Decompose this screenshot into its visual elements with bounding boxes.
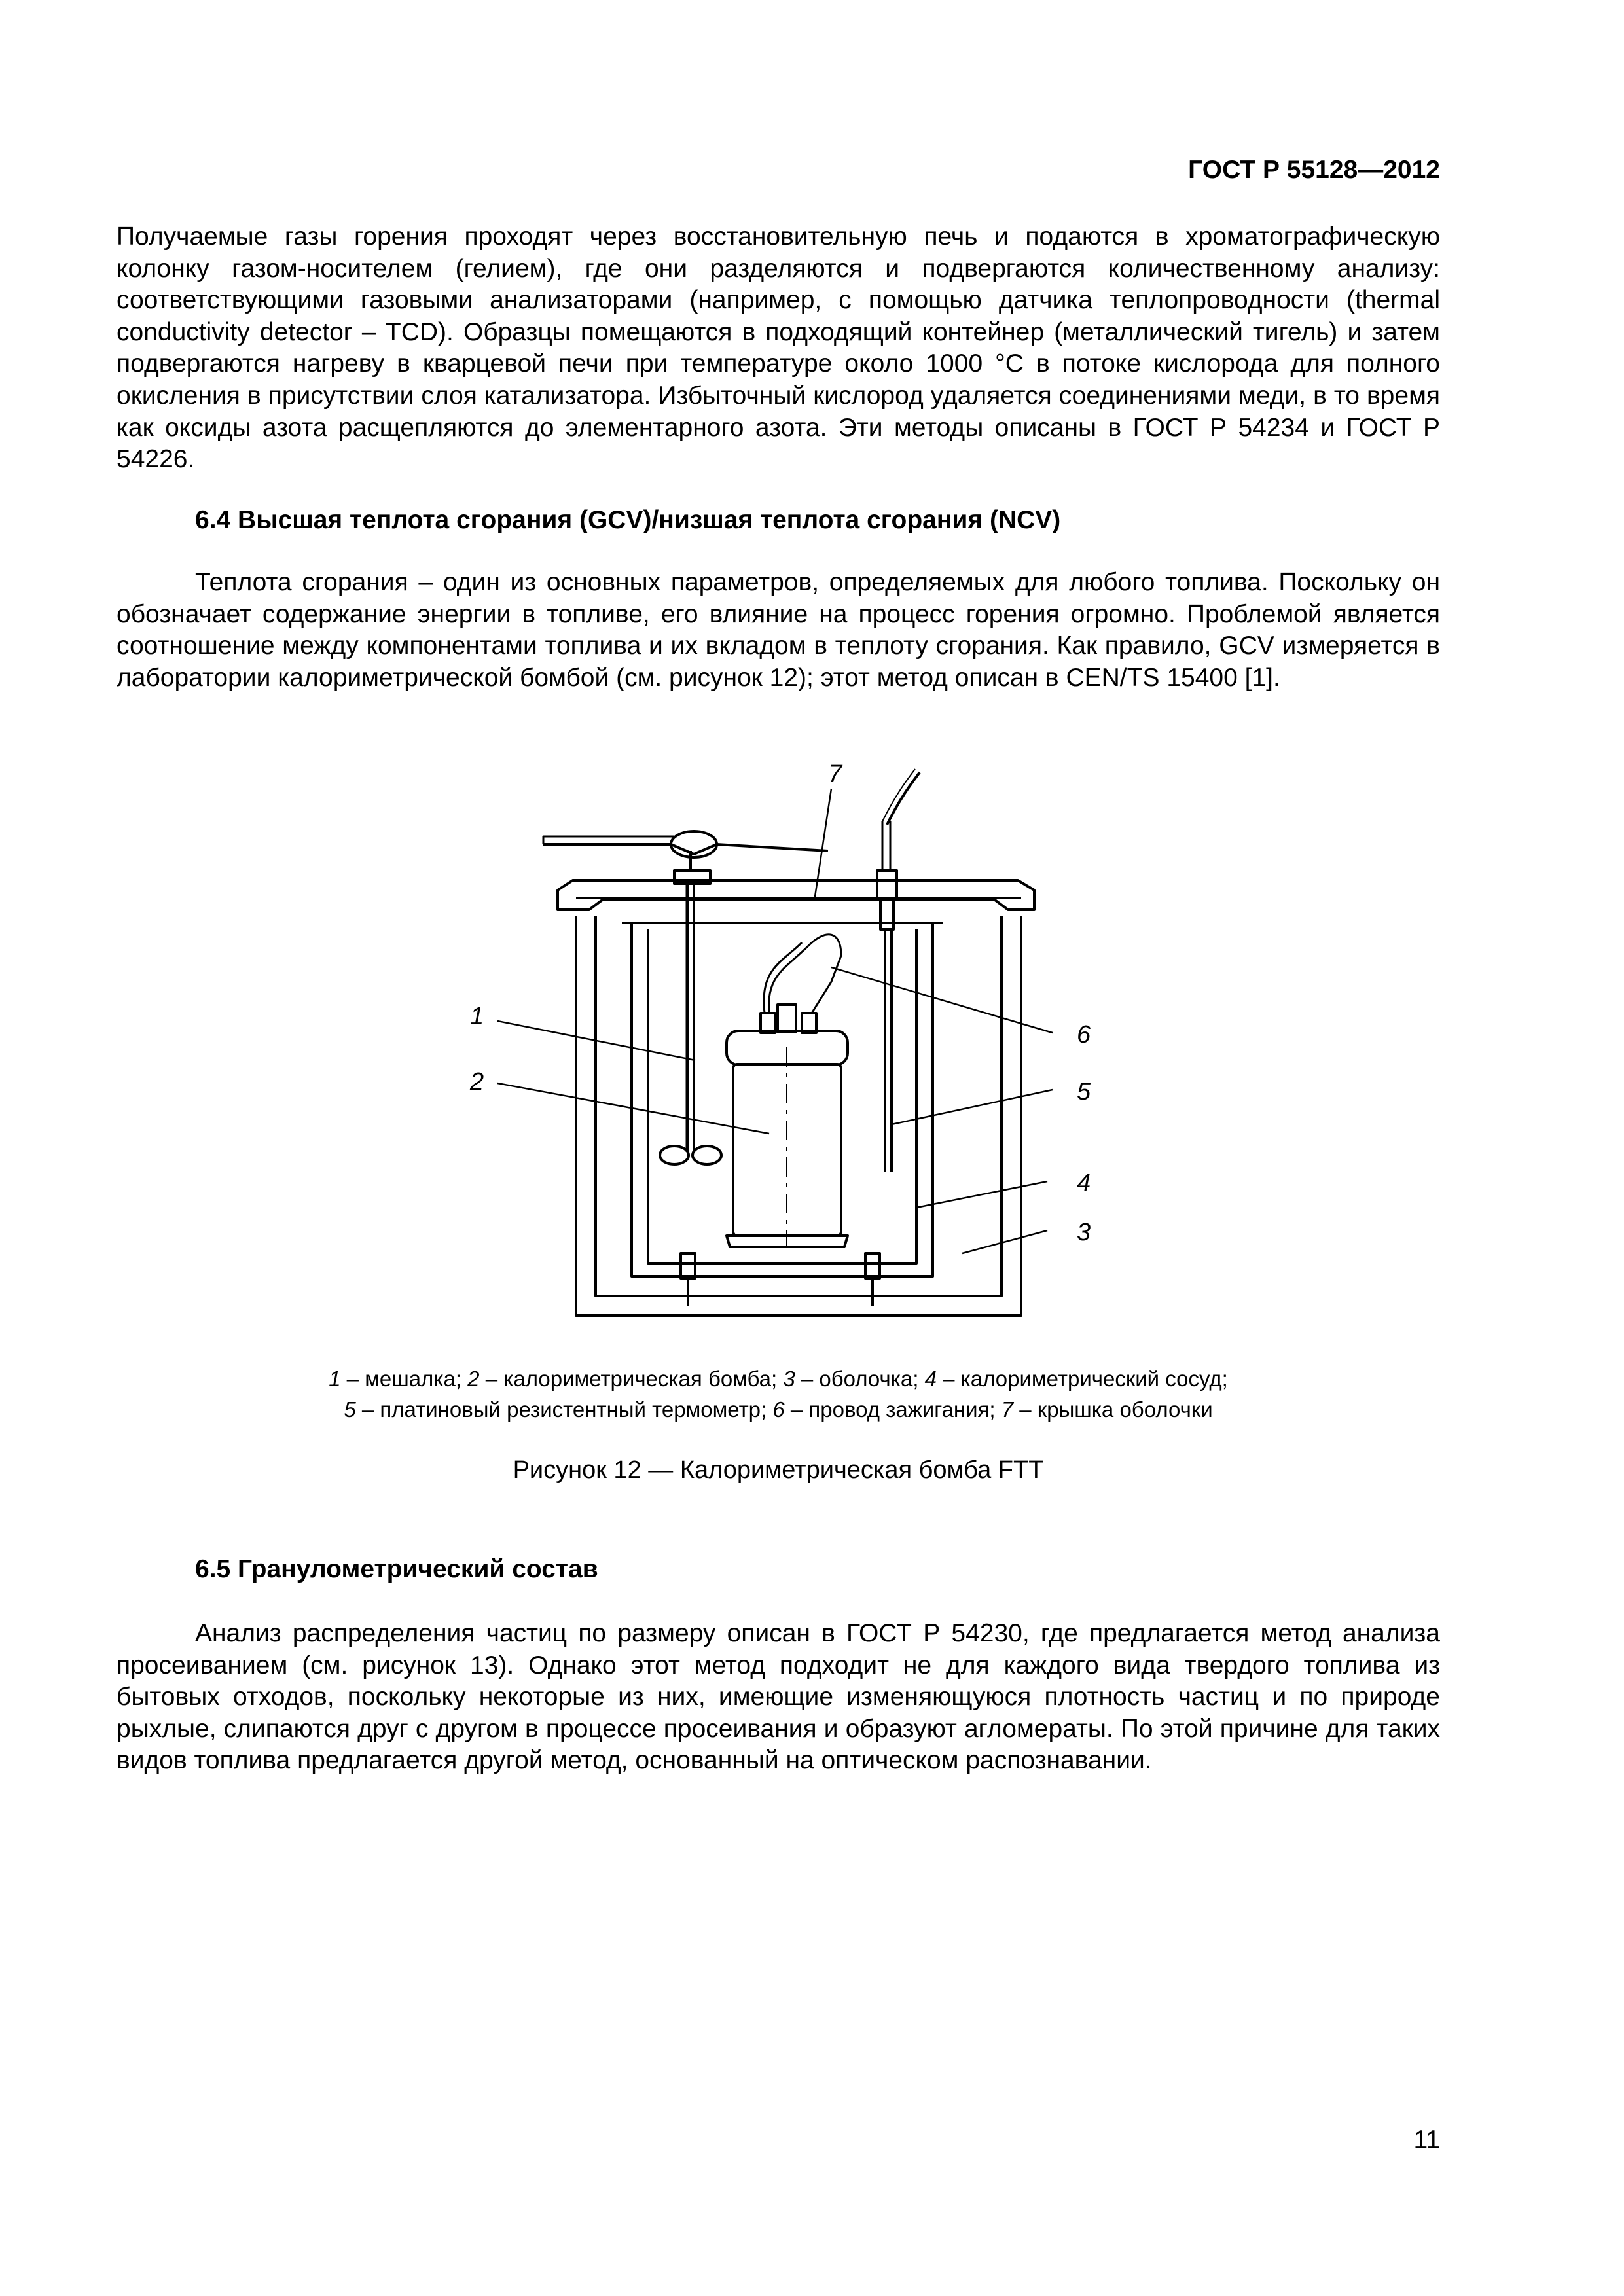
section-6-5-title: 6.5 Гранулометрический состав [195,1555,598,1583]
callout-2: 2 [470,1068,484,1096]
figure-legend-line-2 [117,1394,1440,1425]
ignition-wire [768,935,841,1013]
jacket-lid [558,880,1034,910]
callout-1: 1 [470,1003,484,1030]
legend-num: 3 [783,1367,795,1391]
jacket-inner-wall [596,916,1001,1296]
legend-text: – крышка оболочки [1013,1397,1213,1422]
legend-text: – калориметрический сосуд; [936,1367,1228,1391]
legend-num: 7 [1001,1397,1014,1422]
legend-num: 6 [772,1397,785,1422]
figure-legend-line-1 [117,1363,1440,1394]
legend-num: 1 [329,1367,341,1391]
thermometer [877,769,920,1172]
legend-num: 5 [344,1397,356,1422]
paragraph-gas-analysis: Получаемые газы горения проходят через восстановительную печь и подаются в хроматографическую колонку газом-носителем (гелием), где они разделяются и подвергаются количественному анализу: соответствующими газовыми анализаторами (например, с помощью датчика теплопроводности (thermal conductivity detector – TCD). Образцы помещаются в подходящий контейнер (металлический тигель) и затем подвергаются нагреву в кварцевой печи при температуре около 1000 °С в потоке кислорода для полного окисления в присутствии слоя катализатора. Избыточный кислород удаляется соединениями меди, в то время как оксиды азота расщепляются до элементарного азота. Эти методы описаны в ГОСТ Р 54234 и ГОСТ Р 54226. [117,223,1440,474]
callout-5: 5 [1077,1078,1091,1105]
legend-text: – оболочка; [795,1367,925,1391]
figure-caption: Рисунок 12 — Калориметрическая бомба FTT [513,1456,1044,1484]
section-6-4-title: 6.4 Высшая теплота сгорания (GCV)/низшая теплота сгорания (NCV) [195,506,1061,534]
legend-text: – платиновый резистентный термометр; [355,1397,773,1422]
legend-text: – мешалка; [340,1367,468,1391]
callout-4: 4 [1077,1170,1091,1197]
calorimeter-bomb-diagram [452,746,1178,1348]
callout-7: 7 [828,761,842,788]
jacket-outer-wall [576,916,1021,1316]
document-header: ГОСТ Р 55128—2012 [1188,156,1440,184]
callout-3: 3 [1077,1219,1091,1246]
callout-6: 6 [1077,1021,1091,1049]
legend-num: 2 [467,1367,480,1391]
page-number: 11 [1413,2126,1440,2154]
calorimeter-vessel [632,923,933,1276]
bomb-body [727,1005,848,1247]
legend-text: – провод зажигания; [784,1397,1001,1422]
legend-text: – калориметрическая бомба; [479,1367,784,1391]
legend-num: 4 [924,1367,937,1391]
section-6-4-text: Теплота сгорания – один из основных параметров, определяемых для любого топлива. Поскольку он обозначает содержание энергии в топливе, его влияние на процесс горения огромно. Проблемой является соотношение между компонентами топлива и их вкладом в теплоту сгорания. Как правило, GCV измеряется в лаборатории калориметрической бомбой (см. рисунок 12); этот метод описан в CEN/TS 15400 [1]. [117,568,1440,692]
section-6-5-text: Анализ распределения частиц по размеру описан в ГОСТ Р 54230, где предлагается метод анализа просеиванием (см. рисунок 13). Однако этот метод подходит не для каждого вида твердого топлива из бытовых отходов, поскольку некоторые из них, имеющие изменяющуюся плотность частиц и по природе рыхлые, слипаются друг с другом в процессе просеивания и образуют агломераты. По этой причине для таких видов топлива предлагается другой метод, основанный на оптическом распознавании. [117,1619,1440,1775]
